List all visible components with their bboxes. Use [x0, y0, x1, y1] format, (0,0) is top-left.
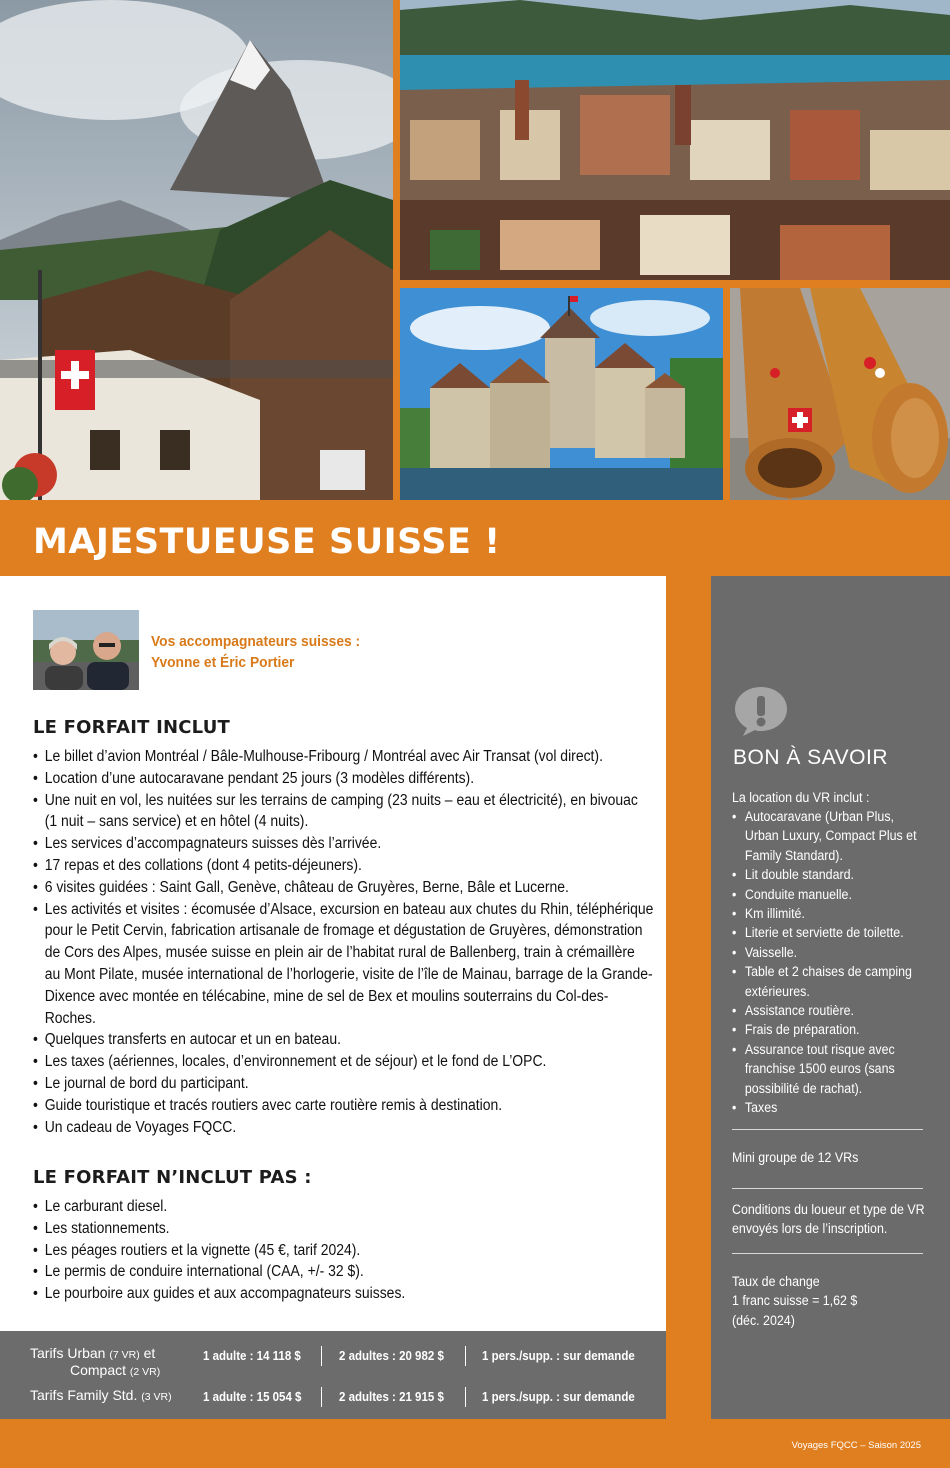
list-item: • Les services d’accompagnateurs suisses dès l’arrivée. [33, 833, 654, 855]
list-item: • Le pourboire aux guides et aux accompagnateurs suisses. [33, 1283, 654, 1305]
price-divider [465, 1346, 466, 1366]
exchange-line: 1 franc suisse = 1,62 $ [732, 1293, 858, 1309]
price-two-adults: 2 adultes : 20 982 $ [339, 1349, 444, 1363]
exchange-line: (déc. 2024) [732, 1312, 795, 1328]
guides-label [151, 631, 360, 673]
side-divider [732, 1188, 923, 1189]
price-divider [321, 1387, 322, 1407]
price-row-urban [0, 1346, 666, 1376]
excluded-heading: LE FORFAIT N’INCLUT PAS : [33, 1167, 312, 1188]
list-item: • Le carburant diesel. [33, 1196, 654, 1218]
list-item: • Le journal de bord du participant. [33, 1073, 654, 1095]
list-item: • Conduite manuelle. [732, 885, 921, 904]
price-two-adults: 2 adultes : 21 915 $ [339, 1390, 444, 1404]
photo-lucerne-city [400, 0, 950, 280]
price-label-urban: Tarifs Urban (7 VR) et Compact (2 VR) [30, 1345, 161, 1378]
list-item: • Taxes [732, 1098, 921, 1117]
price-band [0, 1331, 666, 1419]
price-divider [321, 1346, 322, 1366]
list-item: • 17 repas et des collations (dont 4 petits-déjeuners). [33, 855, 654, 877]
excluded-list [33, 1196, 663, 1305]
list-item: • Table et 2 chaises de camping extérieures. [732, 962, 921, 1001]
exclamation-bubble-icon [733, 685, 789, 737]
side-group-size: Mini groupe de 12 VRs [732, 1150, 859, 1165]
list-item: • Literie et serviette de toilette. [732, 923, 921, 942]
list-item: • Le billet d’avion Montréal / Bâle-Mulhouse-Fribourg / Montréal avec Air Transat (vol direct). [33, 746, 654, 768]
price-divider [465, 1387, 466, 1407]
guides-label-line2: Yvonne et Éric Portier [151, 654, 295, 671]
side-heading: BON À SAVOIR [733, 746, 888, 769]
price-one-adult: 1 adulte : 15 054 $ [203, 1390, 302, 1404]
price-label-family: Tarifs Family Std. (3 VR) [30, 1387, 172, 1403]
side-intro: La location du VR inclut : [732, 790, 870, 805]
photo-chillon-castle [400, 288, 723, 500]
price-extra-person: 1 pers./supp. : sur demande [482, 1349, 635, 1363]
list-item: • Guide touristique et tracés routiers avec carte routière remis à destination. [33, 1095, 654, 1117]
included-list [33, 746, 663, 1138]
list-item: • Assistance routière. [732, 1001, 921, 1020]
price-extra-person: 1 pers./supp. : sur demande [482, 1390, 635, 1404]
list-item: • Frais de préparation. [732, 1020, 921, 1039]
side-exchange-rate [732, 1272, 916, 1330]
list-item: • Km illimité. [732, 904, 921, 923]
guides-label-line1: Vos accompagnateurs suisses : [151, 633, 361, 650]
side-conditions: Conditions du loueur et type de VR envoyés lors de l’inscription. [732, 1202, 925, 1237]
price-row-family [0, 1387, 666, 1417]
list-item: • 6 visites guidées : Saint Gall, Genève, château de Gruyères, Berne, Bâle et Lucerne. [33, 877, 654, 899]
list-item: • Le permis de conduire international (CAA, +/- 32 $). [33, 1261, 654, 1283]
side-list [732, 807, 942, 1118]
side-divider [732, 1129, 923, 1130]
list-item: • Assurance tout risque avec franchise 1500 euros (sans possibilité de rachat). [732, 1040, 921, 1098]
list-item: • Quelques transferts en autocar et un en bateau. [33, 1029, 654, 1051]
list-item: • Les activités et visites : écomusée d’Alsace, excursion en bateau aux chutes du Rhin, téléphérique pour le Petit Cervin, fabrication artisanale de fromage et dégustation de Gruyères, démonstration de Cors des Alpes, musée suisse en plein air de l’habitat rural de Ballenberg, train à crémaillère au Mont Pilate, musée international de l’horlogerie, visite de l’île de Mainau, barrage de la Grande-Dixence avec montée en télécabine, mine de sel de Bex et moulins souterrains du Col-des-Roches. [33, 899, 654, 1030]
page-title: MAJESTUEUSE SUISSE ! [33, 522, 501, 562]
footer-note: Voyages FQCC – Saison 2025 [791, 1440, 921, 1451]
list-item: • Un cadeau de Voyages FQCC. [33, 1117, 654, 1139]
side-divider [732, 1253, 923, 1254]
list-item: • Les péages routiers et la vignette (45 €, tarif 2024). [33, 1240, 654, 1262]
guides-photo [33, 610, 139, 690]
price-one-adult: 1 adulte : 14 118 $ [203, 1349, 301, 1363]
list-item: • Les taxes (aériennes, locales, d’environnement et de séjour) et le fond de L’OPC. [33, 1051, 654, 1073]
list-item: • Location d’une autocaravane pendant 25 jours (3 modèles différents). [33, 768, 654, 790]
list-item: • Autocaravane (Urban Plus, Urban Luxury, Compact Plus et Family Standard). [732, 807, 921, 865]
list-item: • Vaisselle. [732, 943, 921, 962]
list-item: • Lit double standard. [732, 865, 921, 884]
photo-alphorn [730, 288, 950, 500]
photo-zermatt-village [0, 0, 393, 500]
list-item: • Les stationnements. [33, 1218, 654, 1240]
exchange-line: Taux de change [732, 1274, 820, 1289]
included-heading: LE FORFAIT INCLUT [33, 717, 230, 738]
list-item: • Une nuit en vol, les nuitées sur les terrains de camping (23 nuits – eau et électricité), en bivouac (1 nuit – sans service) et en hôtel (4 nuits). [33, 790, 654, 834]
